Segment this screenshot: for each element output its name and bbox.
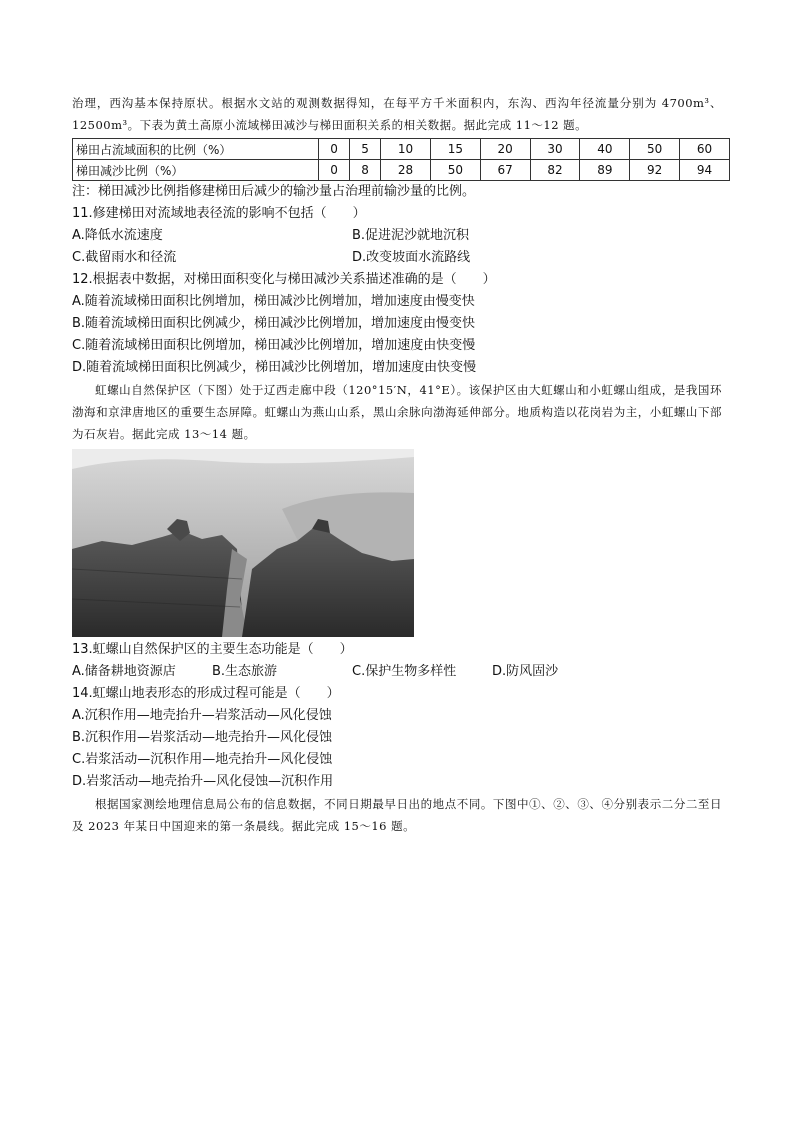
table-cell: 50 — [630, 139, 680, 160]
table-row — [73, 139, 730, 160]
question-11-options-row-1 — [72, 225, 722, 247]
option-b[interactable]: B.促进泥沙就地沉积 — [352, 228, 470, 243]
table-row — [73, 160, 730, 181]
question-11-stem: 11.修建梯田对流域地表径流的影响不包括（ ） — [72, 206, 366, 221]
option-c[interactable]: C.随着流域梯田面积比例增加，梯田减沙比例增加，增加速度由快变慢 — [72, 338, 476, 353]
option-b[interactable]: B.生态旅游 — [212, 664, 278, 679]
table-cell: 92 — [630, 160, 680, 181]
terrace-data-table — [72, 138, 730, 181]
option-a[interactable]: A.沉积作用—地壳抬升—岩浆活动—风化侵蚀 — [72, 708, 332, 723]
intro-paragraph: 治理，西沟基本保持原状。根据水文站的观测数据得知，在每平方千米面积内，东沟、西沟年径流量分别为 4700m³、12500m³。下表为黄土高原小流域梯田减沙与梯田面积关系的相关数据。据此完成 11～12 题。 — [72, 96, 722, 132]
table-cell: 5 — [350, 139, 381, 160]
row-header: 梯田减沙比例（%） — [73, 160, 319, 181]
option-c[interactable]: C.保护生物多样性 — [352, 664, 457, 679]
table-cell: 0 — [319, 160, 350, 181]
final-paragraph: 根据国家测绘地理信息局公布的信息数据，不同日期最早日出的地点不同。下图中①、②、③、④分别表示二分二至日及 2023 年某日中国迎来的第一条晨线。据此完成 15～16 题。 — [72, 797, 722, 833]
table-cell: 30 — [530, 139, 580, 160]
hongluo-mountain-photo — [72, 449, 414, 637]
option-a[interactable]: A.储备耕地资源店 — [72, 664, 176, 679]
exam-page — [72, 92, 722, 837]
table-cell: 50 — [430, 160, 480, 181]
table-cell: 94 — [680, 160, 730, 181]
table-cell: 67 — [480, 160, 530, 181]
row-header: 梯田占流域面积的比例（%） — [73, 139, 319, 160]
table-cell: 82 — [530, 160, 580, 181]
table-cell: 28 — [381, 160, 431, 181]
table-cell: 0 — [319, 139, 350, 160]
table-cell: 20 — [480, 139, 530, 160]
option-d[interactable]: D.防风固沙 — [492, 664, 559, 679]
option-b[interactable]: B.随着流域梯田面积比例减少，梯田减沙比例增加，增加速度由慢变快 — [72, 316, 476, 331]
question-12-stem: 12.根据表中数据，对梯田面积变化与梯田减沙关系描述准确的是（ ） — [72, 272, 496, 287]
question-13-options — [72, 661, 722, 683]
question-11-options-row-2 — [72, 247, 722, 269]
option-d[interactable]: D.随着流域梯田面积比例减少，梯田减沙比例增加，增加速度由快变慢 — [72, 360, 477, 375]
table-cell: 60 — [680, 139, 730, 160]
option-b[interactable]: B.沉积作用—岩浆活动—地壳抬升—风化侵蚀 — [72, 730, 333, 745]
option-c[interactable]: C.岩浆活动—沉积作用—地壳抬升—风化侵蚀 — [72, 752, 333, 767]
table-cell: 8 — [350, 160, 381, 181]
option-d[interactable]: D.改变坡面水流路线 — [352, 250, 471, 265]
table-cell: 10 — [381, 139, 431, 160]
question-13-stem: 13.虹螺山自然保护区的主要生态功能是（ ） — [72, 642, 353, 657]
option-c[interactable]: C.截留雨水和径流 — [72, 250, 177, 265]
table-cell: 15 — [430, 139, 480, 160]
option-a[interactable]: A.随着流域梯田面积比例增加，梯田减沙比例增加，增加速度由慢变快 — [72, 294, 475, 309]
table-cell: 40 — [580, 139, 630, 160]
option-d[interactable]: D.岩浆活动—地壳抬升—风化侵蚀—沉积作用 — [72, 774, 334, 789]
hongluo-paragraph: 虹螺山自然保护区（下图）处于辽西走廊中段（120°15′N，41°E）。该保护区由大虹螺山和小虹螺山组成，是我国环渤海和京津唐地区的重要生态屏障。虹螺山为燕山山系，黑山余脉向渤海延伸部分。地质构造以花岗岩为主，小虹螺山下部为石灰岩。据此完成 13～14 题。 — [72, 383, 722, 441]
table-cell: 89 — [580, 160, 630, 181]
question-14-stem: 14.虹螺山地表形态的形成过程可能是（ ） — [72, 686, 340, 701]
table-note: 注：梯田减沙比例指修建梯田后减少的输沙量占治理前输沙量的比例。 — [72, 184, 476, 199]
option-a[interactable]: A.降低水流速度 — [72, 228, 163, 243]
